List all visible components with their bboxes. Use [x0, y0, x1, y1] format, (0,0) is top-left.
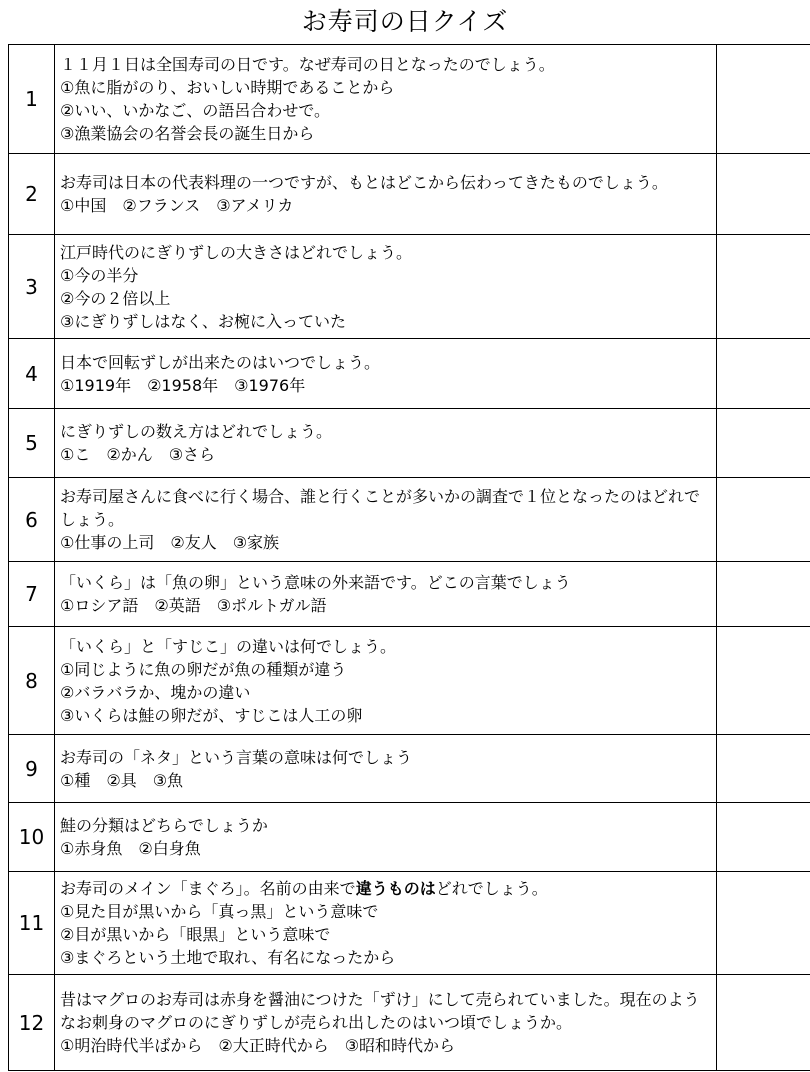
question-number: 5 [9, 409, 55, 478]
question-cell [55, 735, 717, 803]
choice-text: ②今の２倍以上 [60, 288, 171, 308]
quiz-table [8, 44, 810, 1071]
question-text: 昔はマグロのお寿司は赤身を醤油につけた「ずけ」にして売られていました。現在のようなお刺身のマグロのにぎりずしが売られ出したのはいつ頃でしょうか。 [60, 990, 700, 1032]
choice-text: ①種 ②具 ③魚 [60, 770, 184, 790]
question-number: 9 [9, 735, 55, 803]
table-row [9, 735, 810, 803]
table-row [9, 478, 810, 562]
table-row [9, 803, 810, 872]
question-text: にぎりずしの数え方はどれでしょう。 [60, 422, 333, 441]
choice-text: ①ロシア語 ②英語 ③ポルトガル語 [60, 596, 327, 615]
table-row [9, 45, 810, 154]
question-number: 7 [9, 562, 55, 627]
question-text: 日本で回転ずしが出来たのはいつでしょう。 [60, 352, 381, 372]
answer-cell [717, 735, 810, 803]
question-text-part: どれでしょう。 [435, 879, 548, 898]
answer-cell [717, 872, 810, 975]
question-text: お寿司屋さんに食べに行く場合、誰と行くことが多いかの調査で１位となったのはどれでしょう。 [60, 487, 701, 529]
question-text-part: お寿司のメイン「まぐろ」。名前の由来で [60, 879, 356, 898]
question-cell [55, 339, 717, 409]
choice-text: ③にぎりずしはなく、お椀に入っていた [60, 311, 347, 331]
question-cell [55, 154, 717, 235]
question-number: 2 [9, 154, 55, 235]
table-row [9, 154, 810, 235]
choice-text: ②バラバラか、塊かの違い [60, 682, 251, 702]
choice-text: ③まぐろという土地で取れ、有名になったから [60, 948, 396, 967]
answer-cell [717, 339, 810, 409]
table-row [9, 409, 810, 478]
choice-text: ③漁業協会の名誉会長の誕生日から [60, 124, 315, 143]
question-text: 鮭の分類はどちらでしょうか [60, 816, 268, 835]
question-number: 3 [9, 235, 55, 339]
choice-text: ①同じように魚の卵だが魚の種類が違う [60, 659, 347, 679]
answer-cell [717, 562, 810, 627]
emphasis-text: 違うものは [355, 879, 436, 898]
choice-text: ①今の半分 [60, 265, 139, 285]
question-cell [55, 478, 717, 562]
question-number: 6 [9, 478, 55, 562]
table-row [9, 627, 810, 735]
question-text [60, 877, 712, 900]
choice-text: ①1919年 ②1958年 ③1976年 [60, 375, 306, 395]
choice-text: ①見た目が黒いから「真っ黒」という意味で [60, 902, 379, 921]
question-text: お寿司の「ネタ」という言葉の意味は何でしょう [60, 747, 413, 767]
question-cell [55, 627, 717, 735]
question-cell [55, 562, 717, 627]
answer-cell [717, 975, 810, 1071]
table-row [9, 975, 810, 1071]
choice-text: ①中国 ②フランス ③アメリカ [60, 196, 294, 215]
choice-text: ①明治時代半ばから ②大正時代から ③昭和時代から [60, 1036, 456, 1055]
question-cell [55, 409, 717, 478]
table-row [9, 339, 810, 409]
question-number: 11 [9, 872, 55, 975]
question-cell [55, 803, 717, 872]
question-number: 12 [9, 975, 55, 1071]
choice-text: ①仕事の上司 ②友人 ③家族 [60, 533, 280, 552]
table-row [9, 562, 810, 627]
answer-cell [717, 154, 810, 235]
choice-text: ①こ ②かん ③さら [60, 445, 216, 464]
question-number: 8 [9, 627, 55, 735]
choice-text: ③いくらは鮭の卵だが、すじこは人工の卵 [60, 705, 363, 725]
page-title: お寿司の日クイズ [301, 7, 509, 36]
choice-text: ①赤身魚 ②白身魚 [60, 839, 201, 858]
question-cell [55, 235, 717, 339]
answer-cell [717, 478, 810, 562]
choice-text: ②いい、いかなご、の語呂合わせで。 [60, 101, 331, 120]
question-text: 江戸時代のにぎりずしの大きさはどれでしょう。 [60, 242, 413, 262]
choice-text: ②目が黒いから「眼黒」という意味で [60, 925, 331, 944]
answer-cell [717, 409, 810, 478]
question-cell [55, 975, 717, 1071]
question-number: 1 [9, 45, 55, 154]
answer-cell [717, 803, 810, 872]
question-cell [55, 872, 717, 975]
answer-cell [717, 45, 810, 154]
question-text: １１月１日は全国寿司の日です。なぜ寿司の日となったのでしょう。 [60, 55, 555, 74]
question-text: 「いくら」と「すじこ」の違いは何でしょう。 [60, 636, 397, 656]
choice-text: ①魚に脂がのり、おいしい時期であることから [60, 78, 395, 97]
question-cell [55, 45, 717, 154]
table-row [9, 235, 810, 339]
answer-cell [717, 627, 810, 735]
table-row [9, 872, 810, 975]
question-text: お寿司は日本の代表料理の一つですが、もとはどこから伝わってきたものでしょう。 [60, 173, 668, 192]
answer-cell [717, 235, 810, 339]
question-number: 4 [9, 339, 55, 409]
question-text: 「いくら」は「魚の卵」という意味の外来語です。どこの言葉でしょう [60, 573, 571, 592]
question-number: 10 [9, 803, 55, 872]
